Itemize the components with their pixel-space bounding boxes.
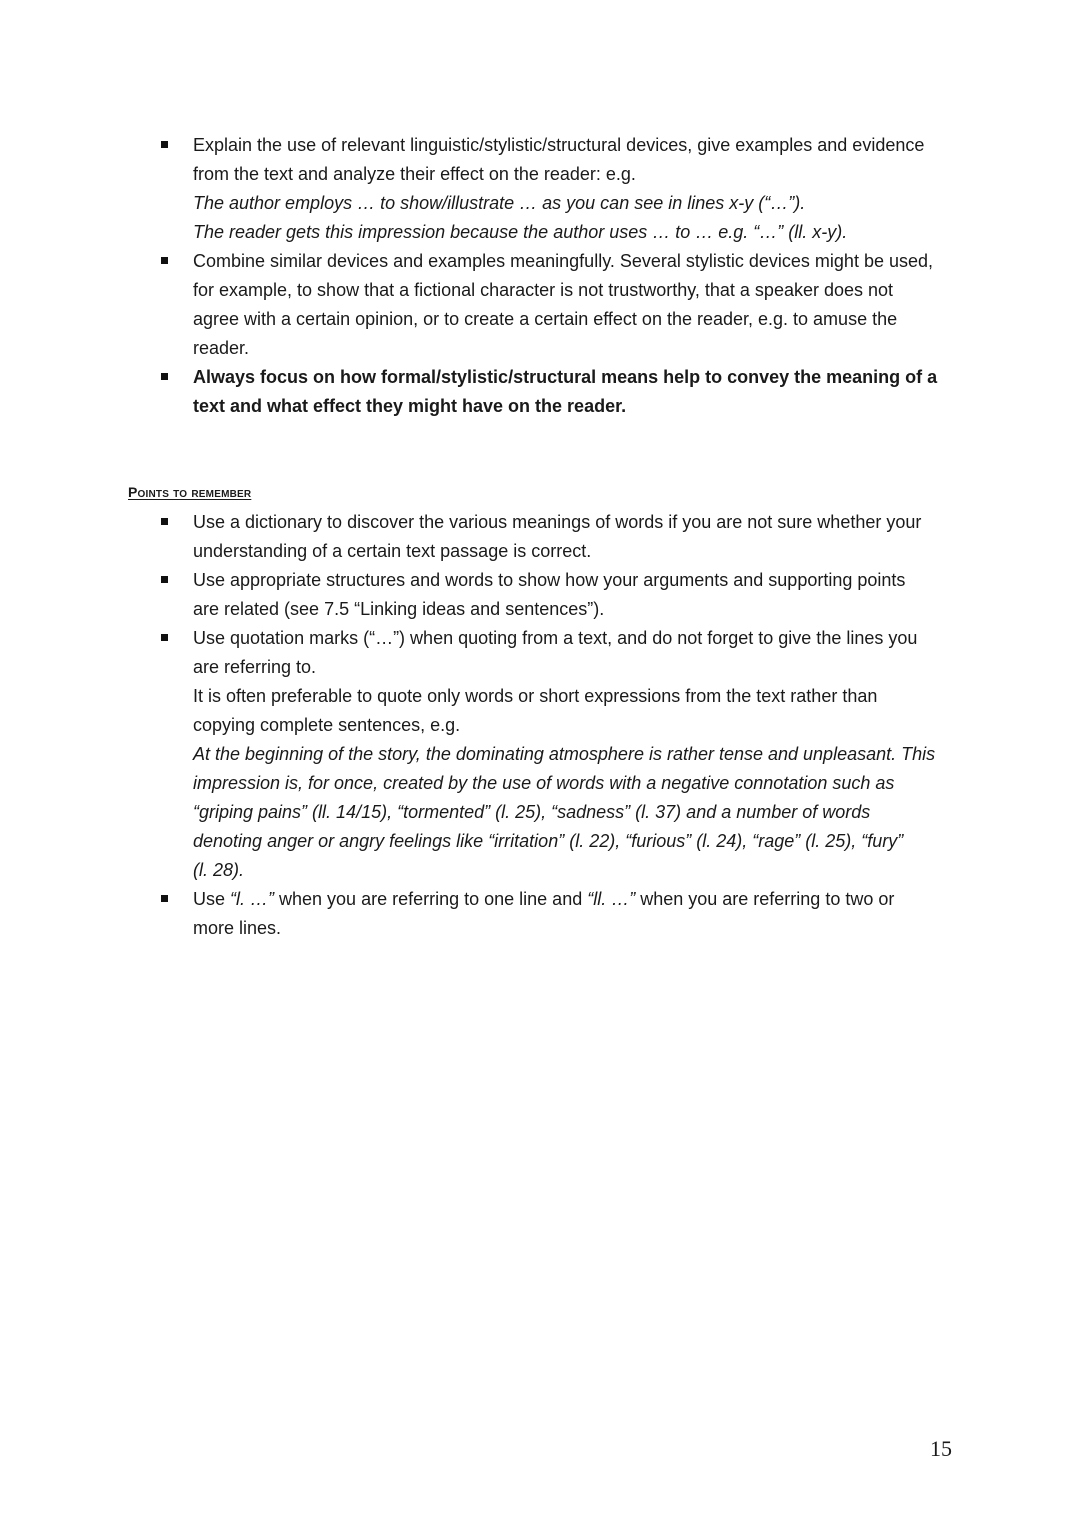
bold-emphasis-line: Always focus on how formal/stylistic/structural means help to convey the meaning of a xyxy=(193,367,938,387)
bullet-marker xyxy=(161,141,168,148)
bullet-text-line: copying complete sentences, e.g. xyxy=(193,715,461,735)
text-segment: when you are referring to two or xyxy=(635,889,895,909)
text-segment: when you are referring to one line and xyxy=(274,889,588,909)
text-segment-italic: “ll. …” xyxy=(587,889,636,909)
bullet-marker xyxy=(161,373,168,380)
bullet-text-line: from the text and analyze their effect on the reader: e.g. xyxy=(193,164,636,184)
bullet-text-line: Use appropriate structures and words to show how your arguments and supporting points xyxy=(193,570,906,590)
bullet-text-line: more lines. xyxy=(193,918,282,938)
example-sentence: The reader gets this impression because the author uses … to … e.g. “…” (ll. x-y). xyxy=(193,222,848,242)
bullet-marker xyxy=(161,576,168,583)
bullet-text-line: reader. xyxy=(193,338,250,358)
bullet-text-line: Use a dictionary to discover the various meanings of words if you are not sure whether your xyxy=(193,512,922,532)
bullet-text-line: agree with a certain opinion, or to create a certain effect on the reader, e.g. to amuse the xyxy=(193,309,898,329)
bullet-text-line: understanding of a certain text passage is correct. xyxy=(193,541,592,561)
bullet-marker xyxy=(161,518,168,525)
bullet-text-line: It is often preferable to quote only words or short expressions from the text rather than xyxy=(193,686,878,706)
bullet-text-line: Use quotation marks (“…”) when quoting from a text, and do not forget to give the lines you xyxy=(193,628,918,648)
bullet-text-line: Explain the use of relevant linguistic/stylistic/structural devices, give examples and evidence xyxy=(193,135,925,155)
example-paragraph-line: denoting anger or angry feelings like “irritation” (l. 22), “furious” (l. 24), “rage” (l. 25), “fury” xyxy=(193,831,904,851)
bullet-text-line xyxy=(193,885,894,914)
bold-emphasis-line: text and what effect they might have on the reader. xyxy=(193,396,627,416)
bullet-text-line: Combine similar devices and examples meaningfully. Several stylistic devices might be used, xyxy=(193,251,933,271)
text-segment: Use xyxy=(193,889,231,909)
page-number: 15 xyxy=(930,1436,952,1461)
bullet-marker xyxy=(161,257,168,264)
bullet-marker xyxy=(161,634,168,641)
bullet-text-line: for example, to show that a fictional character is not trustworthy, that a speaker does not xyxy=(193,280,894,300)
section-heading: Points to remember xyxy=(128,484,252,500)
example-sentence: The author employs … to show/illustrate … as you can see in lines x-y (“…”). xyxy=(193,193,806,213)
bullet-marker xyxy=(161,895,168,902)
example-paragraph-line: “griping pains” (ll. 14/15), “tormented” (l. 25), “sadness” (l. 37) and a number of words xyxy=(193,802,871,822)
example-paragraph-line: impression is, for once, created by the use of words with a negative connotation such as xyxy=(193,773,895,793)
example-paragraph-line: (l. 28). xyxy=(193,860,245,880)
bullet-text-line: are referring to. xyxy=(193,657,317,677)
bullet-text-line: are related (see 7.5 “Linking ideas and sentences”). xyxy=(193,599,605,619)
example-paragraph-line: At the beginning of the story, the dominating atmosphere is rather tense and unpleasant. This xyxy=(193,744,936,764)
text-segment-italic: “l. …” xyxy=(230,889,275,909)
